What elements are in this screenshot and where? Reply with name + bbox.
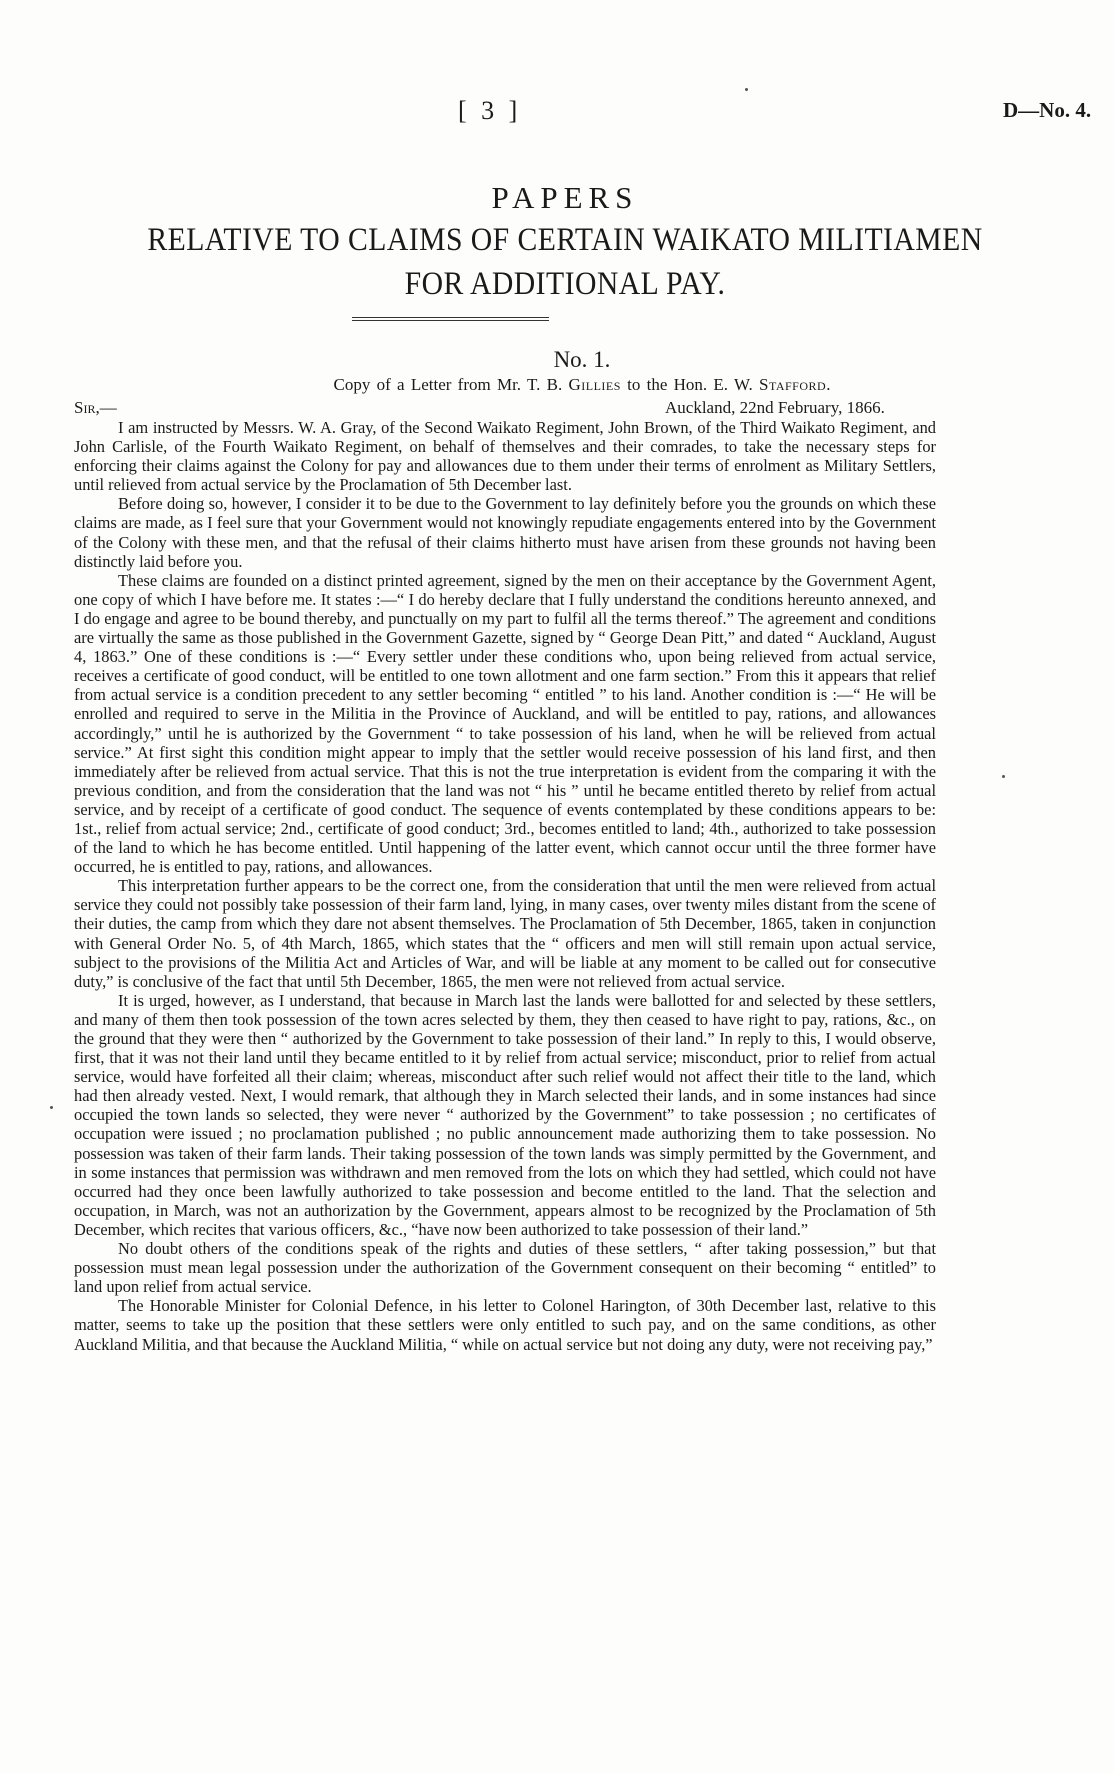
paragraph: Before doing so, however, I consider it to be due to the Government to lay definitely before you the grounds on which these claims are made, as I feel sure that your Government would not knowingly repudiate engagements entered into by the Government of the Colony with these men, and that the refusal of their claims hitherto must have arisen from these grounds not having been distinctly laid before you. <box>74 494 936 571</box>
caption-end: . <box>826 375 831 394</box>
paragraph: No doubt others of the conditions speak of the rights and duties of these settlers, “ after taking possession,” but that possession must mean legal possession under the authorization of the Government consequent on their becoming “ entitled” to land upon relief from actual service. <box>74 1239 936 1297</box>
caption-sender: Gillies <box>568 375 621 394</box>
paragraph: This interpretation further appears to be the correct one, from the consideration that until the men were relieved from actual service they could not possibly take possession of their farm land, lying, in many cases, over twenty miles distant from the scene of their duties, the camp from which they dare not absent themselves. The Proclamation of 5th December, 1865, taken in conjunction with General Order No. 5, of 4th March, 1865, which states that the “ officers and men will still remain upon actual service, subject to the provisions of the Militia Act and Articles of War, and will be liable at any moment to be called out for consecutive duty,” is conclusive of the fact that until 5th December, 1865, the men were not relieved from actual service. <box>74 876 936 991</box>
paragraph: The Honorable Minister for Colonial Defence, in his letter to Colonel Harington, of 30th December last, relative to this matter, seems to take up the position that these settlers were only entitled to such pay, and on the same conditions, as other Auckland Militia, and that because the Auckland Militia, “ while on actual service but not doing any duty, were not receiving pay,” <box>74 1296 936 1354</box>
dateline: Auckland, 22nd February, 1866. <box>665 398 885 417</box>
title-divider-lower <box>352 320 549 321</box>
letter-caption <box>0 375 1114 395</box>
title-divider <box>352 317 549 318</box>
title-line-1: PAPERS <box>491 180 639 215</box>
caption-recipient: Stafford <box>759 375 827 394</box>
paragraph: I am instructed by Messrs. W. A. Gray, of the Second Waikato Regiment, John Brown, of the Third Waikato Regiment, and John Carlisle, of the Fourth Waikato Regiment, on behalf of themselves and their comrades, to take the necessary steps for enforcing their claims against the Colony for pay and allowances due to them under their terms of enrolment as Military Settlers, until relieved from actual service by the Proclamation of 5th December last. <box>74 418 936 495</box>
scan-speck <box>745 88 748 91</box>
caption-prefix: Copy of a Letter from Mr. T. B. <box>333 375 569 394</box>
letter-number: No. 1. <box>553 347 611 372</box>
salutation: Sir,— <box>74 398 117 417</box>
page-number: [ 3 ] <box>458 96 522 125</box>
paragraph: It is urged, however, as I understand, that because in March last the lands were ballotted for and selected by these settlers, and many of them then took possession of the town acres selected by them, they then ceased to have right to pay, rations, &c., on the ground that they were then “ authorized by the Government to take possession of their land.” In reply to this, I would observe, first, that it was not their land until they became entitled to it by relief from actual service; misconduct, prior to relief from actual service, would have forfeited all their claim; whereas, misconduct after such relief would not affect their title to the land, which had then already vested. Next, I would remark, that although they in March selected their lands, and in some instances had since occupied the town lands so selected, they were never “ authorized by the Government” to take possession ; no certificates of occupation were issued ; no proclamation published ; no public announcement made authorizing them to take possession. No possession was taken of their farm lands. Their taking possession of the town lands was simply permitted by the Government, and in some instances that permission was withdrawn and men removed from the lots on which they had settled, which could not have occurred had they once been lawfully authorized to take possession and become entitled to the land. That the selection and occupation, in March, was not an authorization by the Government, appears almost to be recognized by the Proclamation of 5th December, which recites that various officers, &c., “have now been authorized to take possession of their land.” <box>74 990 936 1239</box>
letter-body <box>74 418 936 1354</box>
title-line-2: RELATIVE TO CLAIMS OF CERTAIN WAIKATO MILITIAMEN <box>147 222 983 258</box>
caption-middle: to the Hon. E. W. <box>620 375 759 394</box>
document-title <box>70 178 1060 306</box>
scan-speck <box>50 1106 53 1109</box>
scan-speck <box>1002 775 1005 778</box>
paragraph: These claims are founded on a distinct printed agreement, signed by the men on their acceptance by the Government Agent, one copy of which I have before me. It states :—“ I do hereby declare that I fully understand the conditions hereunto annexed, and I do engage and agree to be bound thereby, and punctually on my part to fulfil all the terms thereof.” The agreement and conditions are virtually the same as those published in the Government Gazette, signed by “ George Dean Pitt,” and dated “ Auckland, August 4, 1863.” One of these conditions is :—“ Every settler under these conditions who, upon being relieved from actual service, receives a certificate of good conduct, will be entitled to one town allotment and one farm section.” From this it appears that relief from actual service is a condition precedent to any settler becoming “ entitled ” to his land. Another condition is :—“ He will be enrolled and required to serve in the Militia in the Province of Auckland, and will be entitled to pay, rations, and allowances accordingly,” until he is authorized by the Government “ to take possession of his land, when he will be relieved from actual service.” At first sight this condition might appear to imply that the settler would receive possession of his land first, and then immediately after be relieved from actual service. That this is not the true interpretation is evident from the comparing it with the previous condition, and from the consideration that the land was not “ his ” until he became entitled thereto by relief from actual service, and by receipt of a certificate of good conduct. The sequence of events contemplated by these conditions appears to be: 1st., relief from actual service; 2nd., certificate of good conduct; 3rd., becomes entitled to land; 4th., authorized to take possession of the land to which he has become entitled. Until happening of the latter event, which cannot occur until the three former have occurred, he is entitled to pay, rations, and allowances. <box>74 570 936 877</box>
title-line-3: FOR ADDITIONAL PAY. <box>404 266 726 302</box>
document-reference: D—No. 4. <box>1003 98 1092 122</box>
